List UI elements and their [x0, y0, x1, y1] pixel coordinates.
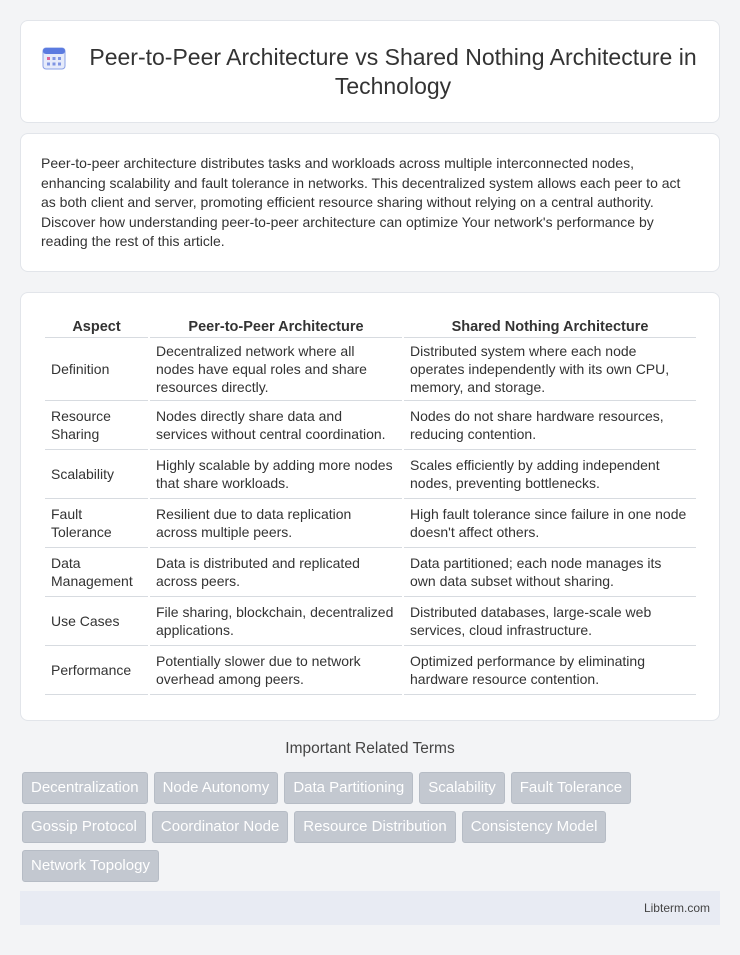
table-row	[45, 340, 696, 401]
related-terms-title: Important Related Terms	[285, 740, 455, 757]
column-header-p2p: Peer-to-Peer Architecture	[150, 315, 402, 338]
p2p-cell: File sharing, blockchain, decentralized applications.	[150, 599, 402, 646]
shared-nothing-cell: Scales efficiently by adding independent nodes, preventing bottlenecks.	[404, 452, 696, 499]
shared-nothing-cell: Distributed databases, large-scale web services, cloud infrastructure.	[404, 599, 696, 646]
term-tag[interactable]: Gossip Protocol	[22, 811, 146, 843]
header-card	[20, 20, 720, 123]
p2p-cell: Data is distributed and replicated across peers.	[150, 550, 402, 597]
intro-card	[20, 133, 720, 272]
comparison-table-card	[20, 292, 720, 721]
term-tag[interactable]: Scalability	[419, 772, 505, 804]
shared-nothing-cell: Distributed system where each node operates independently with its own CPU, memory, and storage.	[404, 340, 696, 401]
calendar-grid-icon	[41, 45, 67, 71]
aspect-cell: Fault Tolerance	[45, 501, 148, 548]
term-tag[interactable]: Decentralization	[22, 772, 148, 804]
table-row	[45, 550, 696, 597]
shared-nothing-cell: Data partitioned; each node manages its own data subset without sharing.	[404, 550, 696, 597]
shared-nothing-cell: Optimized performance by eliminating hardware resource contention.	[404, 648, 696, 695]
p2p-cell: Nodes directly share data and services without central coordination.	[150, 403, 402, 450]
aspect-cell: Data Management	[45, 550, 148, 597]
shared-nothing-cell: High fault tolerance since failure in one node doesn't affect others.	[404, 501, 696, 548]
term-tag[interactable]: Network Topology	[22, 850, 159, 882]
footer	[20, 891, 720, 925]
aspect-cell: Use Cases	[45, 599, 148, 646]
page-title: Peer-to-Peer Architecture vs Shared Nothing Architecture in Technology	[89, 43, 697, 99]
term-tag[interactable]: Coordinator Node	[152, 811, 288, 843]
p2p-cell: Potentially slower due to network overhead among peers.	[150, 648, 402, 695]
table-row	[45, 452, 696, 499]
related-terms-list	[22, 772, 722, 882]
footer-site-link[interactable]: Libterm.com	[643, 901, 710, 915]
term-tag[interactable]: Fault Tolerance	[511, 772, 631, 804]
term-tag[interactable]: Node Autonomy	[154, 772, 279, 804]
table-header-row	[45, 315, 696, 338]
table-row	[45, 599, 696, 646]
table-row	[45, 501, 696, 548]
aspect-cell: Scalability	[45, 452, 148, 499]
column-header-aspect: Aspect	[45, 315, 148, 338]
term-tag[interactable]: Data Partitioning	[284, 772, 413, 804]
table-row	[45, 648, 696, 695]
comparison-table	[43, 313, 698, 697]
p2p-cell: Decentralized network where all nodes have equal roles and share resources directly.	[150, 340, 402, 401]
aspect-cell: Definition	[45, 340, 148, 401]
term-tag[interactable]: Consistency Model	[462, 811, 607, 843]
column-header-shared-nothing: Shared Nothing Architecture	[404, 315, 696, 338]
aspect-cell: Resource Sharing	[45, 403, 148, 450]
shared-nothing-cell: Nodes do not share hardware resources, reducing contention.	[404, 403, 696, 450]
intro-paragraph: Peer-to-peer architecture distributes tasks and workloads across multiple interconnected nodes, enhancing scalability and fault tolerance in networks. This decentralized system allows each peer to act as both client and server, promoting efficient resource sharing without relying on a central authority. Discover how understanding peer-to-peer architecture can optimize Your network's performance by reading the rest of this article.	[41, 155, 681, 249]
term-tag[interactable]: Resource Distribution	[294, 811, 455, 843]
p2p-cell: Resilient due to data replication across multiple peers.	[150, 501, 402, 548]
table-row	[45, 403, 696, 450]
p2p-cell: Highly scalable by adding more nodes that share workloads.	[150, 452, 402, 499]
aspect-cell: Performance	[45, 648, 148, 695]
